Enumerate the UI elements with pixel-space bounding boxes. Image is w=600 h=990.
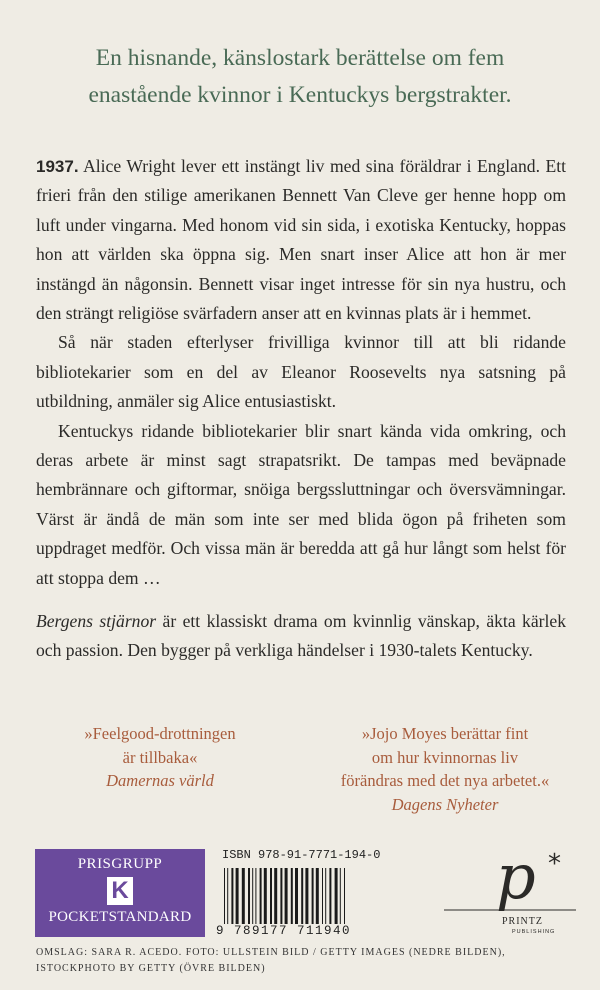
barcode-bar — [264, 868, 267, 926]
blurb-paragraph-2: Så när staden efterlyser frivilliga kvinnor till att bli ridande bibliotekarier som en del av Eleanor Roosevelts nya satsning på utbildning, anmäler sig Alice entusiastiskt. — [36, 332, 566, 412]
badge-format: POCKETSTANDARD — [48, 909, 192, 925]
quote-1-line-2: är tillbaka« — [122, 747, 198, 767]
review-quote-1 — [70, 722, 250, 793]
quote-1-line-1: »Feelgood-drottningen — [84, 724, 236, 743]
barcode-bar — [270, 868, 272, 926]
barcode-bar — [227, 868, 228, 926]
barcode-bar — [291, 868, 293, 926]
barcode-bar — [255, 868, 256, 926]
barcode — [222, 868, 418, 926]
barcode-graphic — [222, 868, 418, 926]
credits-line-1: OMSLAG: SARA R. ACEDO. FOTO: ULLSTEIN BILD / GETTY IMAGES (NEDRE BILDEN), — [36, 947, 506, 958]
barcode-bar — [231, 868, 233, 926]
barcode-bar — [301, 868, 303, 926]
barcode-bar — [312, 868, 314, 926]
blurb-paragraph-3: Kentuckys ridande bibliotekarier blir snart kända vida omkring, och deras arbete är minst sagt strapatsrikt. De tampas med beväpnade hembrännare och giftormar, snöiga bergssluttningar och översvämningar. Värst är ändå de män som inte ser med blida ögon på friheten som uppdraget medför. Och vissa män är beredda att gå hur långt som helst för att stoppa dem … — [36, 420, 566, 588]
barcode-bar — [325, 868, 326, 926]
barcode-digits: 9 789177 711940 — [216, 924, 426, 938]
tagline-line-1: En hisnande, känslostark berättelse om fem — [95, 45, 505, 71]
publisher-name: PRINTZ — [502, 916, 543, 927]
barcode-bar — [305, 868, 308, 926]
barcode-bar — [252, 868, 253, 926]
barcode-bar — [242, 868, 245, 926]
isbn-label: ISBN 978-91-7771-194-0 — [222, 848, 381, 862]
quote-2-line-3: förändras med det nya arbetet.« — [340, 771, 550, 790]
credits-line-2: ISTOCKPHOTO BY GETTY (ÖVRE BILDEN) — [36, 963, 266, 974]
barcode-bar — [316, 868, 319, 926]
barcode-bar — [335, 868, 338, 926]
tagline — [0, 40, 600, 114]
publisher-sub: PUBLISHING — [512, 929, 556, 935]
barcode-bar — [322, 868, 323, 926]
barcode-bar — [295, 868, 298, 926]
barcode-bar — [340, 868, 341, 926]
barcode-bar — [274, 868, 277, 926]
cover-credits — [36, 945, 581, 977]
blurb — [36, 152, 566, 593]
tagline-line-2: enastående kvinnor i Kentuckys bergstrakter. — [88, 82, 512, 108]
barcode-bar — [280, 868, 282, 926]
asterisk-icon: * — [548, 849, 561, 879]
barcode-bar — [248, 868, 250, 926]
quote-2-line-1: »Jojo Moyes berättar fint — [361, 724, 529, 743]
badge-letter: K — [107, 877, 133, 905]
barcode-bar — [236, 868, 239, 926]
publisher-logo-mark — [440, 838, 580, 928]
closing-text: är ett klassiskt drama om kvinnlig vänskap, äkta kärlek och passion. Den bygger på verkliga händelser i 1930-talets Kentucky. — [36, 611, 566, 661]
blurb-year: 1937. — [36, 157, 79, 176]
quote-2-line-2: om hur kvinnornas liv — [371, 747, 519, 767]
quote-2-source: Dagens Nyheter — [391, 794, 499, 814]
barcode-bar — [260, 868, 262, 926]
publisher-logo — [440, 838, 580, 946]
logo-letter: p — [496, 840, 536, 913]
book-title: Bergens stjärnor — [36, 611, 157, 631]
price-group-badge — [35, 849, 205, 937]
barcode-bar — [224, 868, 225, 926]
blurb-p1-text: Alice Wright lever ett instängt liv med sina föräldrar i England. Ett frieri från den stilige amerikanen Bennett Van Cleve ger henne hopp om luft under vingarna. Med honom vid sin sida, i exotiska Kentucky, hoppas hon att världen ska öppna sig. Men snart inser Alice att hon är mer instängd än någonsin. Bennett visar inget intresse för sin nya hustru, och den strängt religiöse svärfadern anser att en kvinnas plats är i hemmet. — [36, 156, 566, 324]
review-quote-2 — [330, 722, 560, 816]
barcode-bar — [344, 868, 345, 926]
blurb-paragraph-1 — [36, 152, 566, 328]
badge-label: PRISGRUPP — [77, 856, 163, 872]
barcode-bar — [285, 868, 288, 926]
quote-1-source: Damernas värld — [106, 771, 214, 790]
barcode-bar — [329, 868, 331, 926]
closing-paragraph — [36, 607, 566, 666]
